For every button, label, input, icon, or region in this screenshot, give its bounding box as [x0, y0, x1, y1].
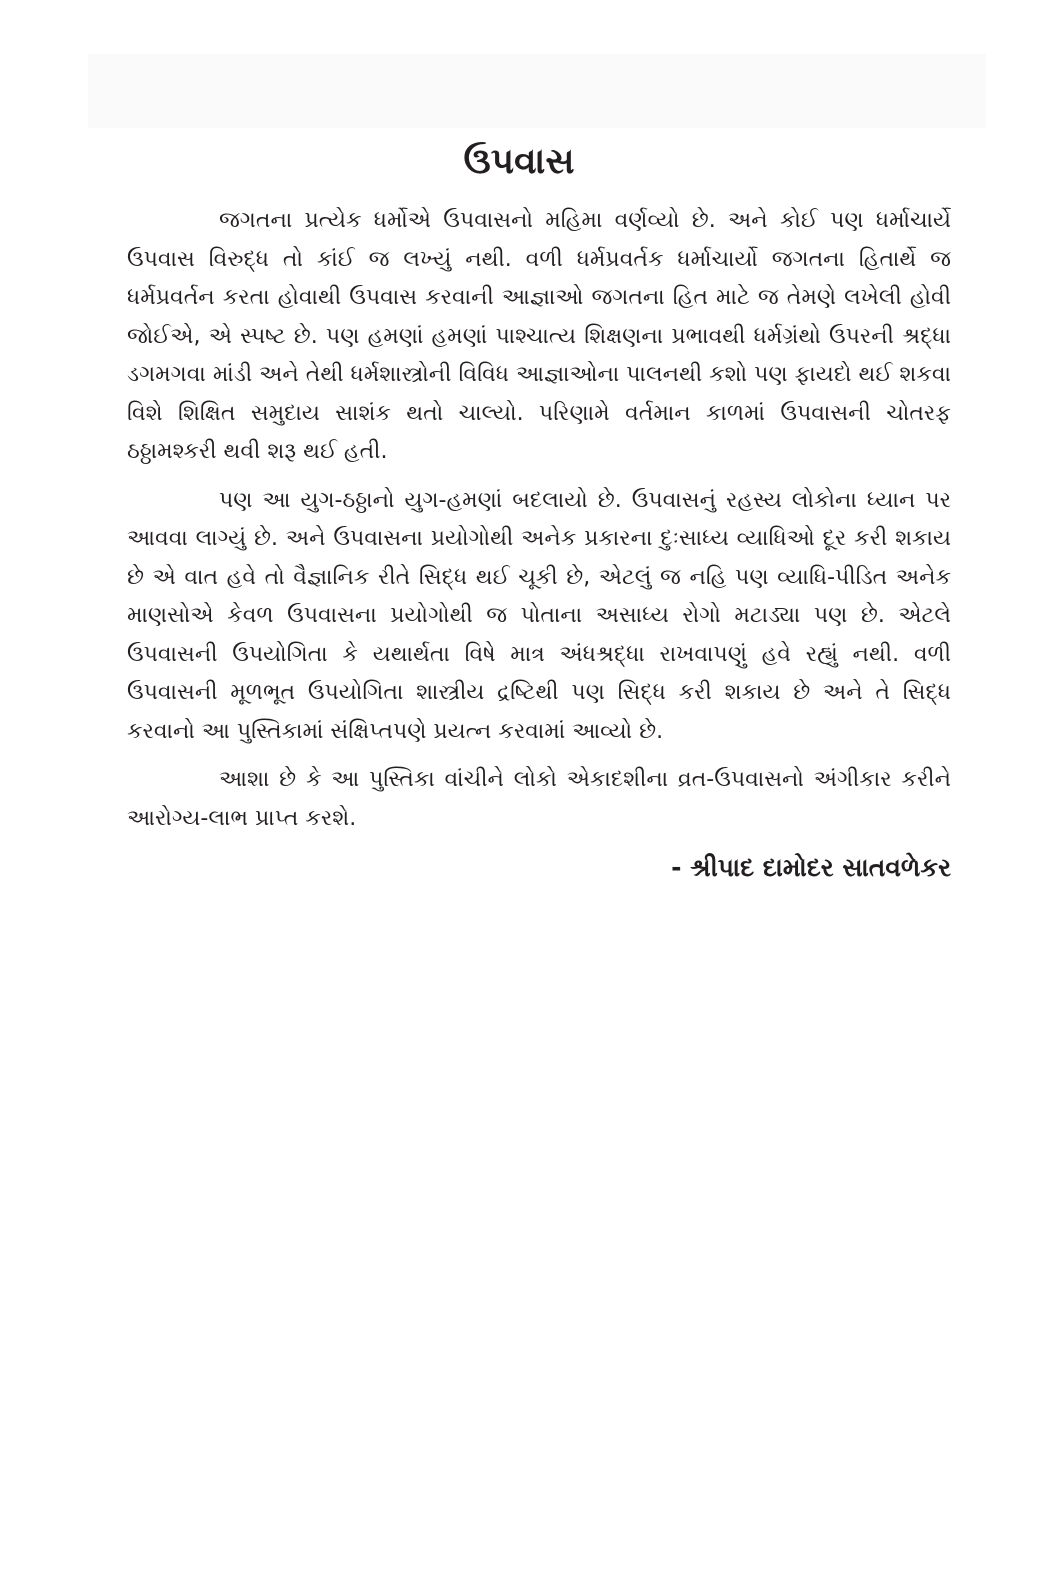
- paragraph-2: પણ આ યુગ-ઠઠ્ઠાનો યુગ-હમણાં બદલાયો છે. ઉપવાસનું રહસ્ય લોકોના ધ્યાન પર આવવા લાગ્યું છે. અને ઉપવાસના પ્રયોગોથી અનેક પ્રકારના દુઃસાધ્ય વ્યાધિઓ દૂર કરી શકાય છે એ વાત હવે તો વૈજ્ઞાનિક રીતે સિદ્ધ થઈ ચૂકી છે, એટલું જ નહિ પણ વ્યાધિ-પીડિત અનેક માણસોએ કેવળ ઉપવાસના પ્રયોગોથી જ પોતાના અસાધ્ય રોગો મટાડ્યા પણ છે. એટલે ઉપવાસની ઉપયોગિતા કે યથાર્થતા વિષે માત્ર અંધશ્રદ્ધા રાખવાપણું હવે રહ્યું નથી. વળી ઉપવાસની મૂળભૂત ઉપયોગિતા શાસ્ત્રીય દ્રષ્ટિથી પણ સિદ્ધ કરી શકાય છે અને તે સિદ્ધ કરવાનો આ પુસ્તિકામાં સંક્ષિપ્તપણે પ્રયત્ન કરવામાં આવ્યો છે.: [127, 487, 951, 744]
- author-signature: - શ્રીપાદ દામોદર સાતવળેકર: [671, 853, 951, 882]
- body-text: [127, 202, 951, 888]
- page-title: ઉપવાસ: [463, 141, 575, 182]
- header-band: [88, 54, 986, 128]
- paragraph-3: આશા છે કે આ પુસ્તિકા વાંચીને લોકો એકાદશીના વ્રત-ઉપવાસનો અંગીકાર કરીને આરોગ્ય-લાભ પ્રાપ્ત કરશે.: [127, 767, 951, 831]
- paragraph-1: જગતના પ્રત્યેક ધર્મોએ ઉપવાસનો મહિમા વર્ણવ્યો છે. અને કોઈ પણ ધર્માચાર્યે ઉપવાસ વિરુદ્ધ તો કાંઈ જ લખ્યું નથી. વળી ધર્મપ્રવર્તક ધર્માચાર્યો જગતના હિતાર્થે જ ધર્મપ્રવર્તન કરતા હોવાથી ઉપવાસ કરવાની આજ્ઞાઓ જગતના હિત માટે જ તેમણે લખેલી હોવી જોઈએ, એ સ્પષ્ટ છે. પણ હમણાં હમણાં પાશ્ચાત્ય શિક્ષણના પ્રભાવથી ધર્મગ્રંથો ઉપરની શ્રદ્ધા ડગમગવા માંડી અને તેથી ધર્મશાસ્ત્રોની વિવિધ આજ્ઞાઓના પાલનથી કશો પણ ફાયદો થઈ શકવા વિશે શિક્ષિત સમુદાય સાશંક થતો ચાલ્યો. પરિણામે વર્તમાન કાળમાં ઉપવાસની ચોતરફ ઠઠ્ઠામશ્કરી થવી શરૂ થઈ હતી.: [127, 208, 951, 464]
